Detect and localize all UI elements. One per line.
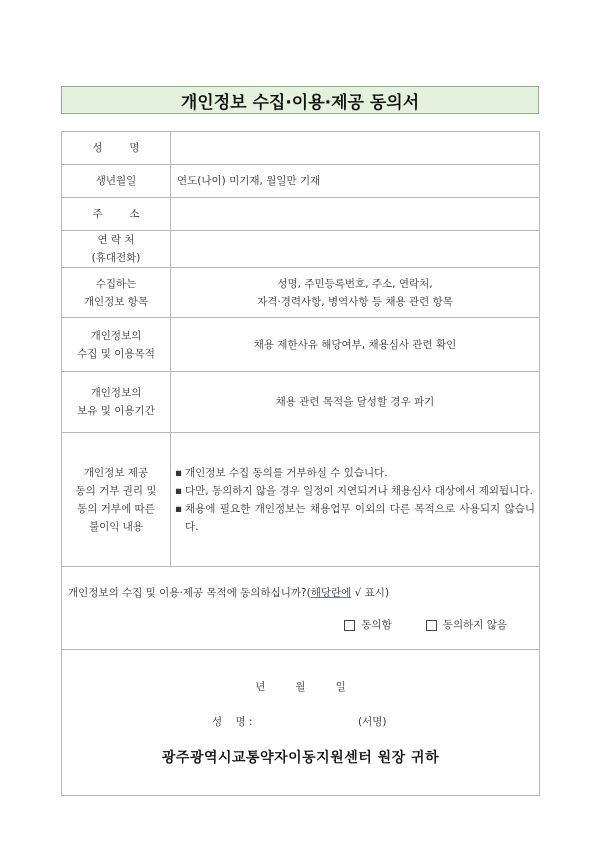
label-refusal-line3: 동의 거부에 따른 [77, 502, 155, 515]
disagree-label: 동의하지 않음 [442, 619, 507, 631]
label-name: 성 명 [62, 132, 171, 165]
label-refusal-line2: 동의 거부 권리 및 [75, 484, 157, 497]
label-collected-items [62, 268, 171, 318]
refusal-bullet-list [171, 464, 539, 536]
bullet-text: 개인정보 수집 동의를 거부하실 수 있습니다. [185, 466, 388, 479]
agree-option[interactable] [344, 616, 391, 634]
list-item [175, 482, 535, 500]
label-retention-line2: 보유 및 이용기간 [77, 405, 155, 417]
value-collected-items [171, 268, 540, 318]
label-refusal-line4: 불이익 내용 [88, 520, 144, 533]
row-phone [62, 231, 540, 268]
agree-label: 동의함 [361, 619, 392, 631]
bullet-mark: ▪ [175, 466, 183, 479]
row-refusal-rights [62, 433, 540, 567]
consent-question [68, 584, 389, 602]
label-purpose-line1: 개인정보의 [90, 329, 142, 342]
list-item [175, 500, 535, 536]
label-retention [62, 372, 171, 433]
hint-open: ( [306, 587, 311, 599]
row-consent [62, 567, 540, 650]
hint-close: ) [384, 587, 390, 599]
consent-options [344, 616, 507, 634]
label-purpose-line2: 수집 및 이용목적 [77, 347, 155, 360]
bullet-mark: ▪ [175, 484, 183, 497]
document-title: 개인정보 수집·이용·제공 동의서 [61, 86, 539, 114]
row-name [62, 132, 540, 165]
year-label: 년 [255, 681, 266, 693]
row-birthdate [62, 165, 540, 198]
signature-cell [62, 650, 540, 796]
label-refusal-line1: 개인정보 제공 [83, 466, 149, 479]
hint-text: 해당란에 [310, 587, 352, 599]
label-phone-line2: (휴대전화) [91, 252, 141, 264]
bullet-text: 채용에 필요한 개인정보는 채용업무 이외의 다른 목적으로 사용되지 않습니다. [185, 502, 535, 533]
signature-mark[interactable]: (서명) [358, 716, 387, 728]
value-purpose: 채용 제한사유 해당여부, 채용심사 관련 확인 [171, 318, 540, 372]
hint-check: √ 표시 [351, 587, 385, 599]
day-label: 일 [335, 681, 346, 693]
disagree-checkbox[interactable] [426, 620, 437, 631]
consent-question-text: 개인정보의 수집 및 이용·제공 목적에 동의하십니까? [68, 587, 307, 599]
bullet-text: 다만, 동의하지 않을 경우 일정이 지연되거나 채용심사 대상에서 제외됩니다. [185, 484, 533, 497]
consent-cell [62, 567, 540, 650]
label-birthdate: 생년월일 [62, 165, 171, 198]
label-phone-line1: 연 락 처 [97, 234, 135, 246]
addressee: 광주광역시교통약자이동지원센터 원장 귀하 [161, 750, 440, 766]
row-collected-items [62, 268, 540, 318]
disagree-option[interactable] [426, 616, 507, 634]
signer-name-label: 성 명 : [212, 716, 253, 728]
consent-form-table [61, 131, 540, 796]
value-refusal-rights [171, 433, 540, 567]
month-label: 월 [295, 681, 306, 693]
row-purpose [62, 318, 540, 372]
value-address[interactable] [171, 198, 540, 231]
label-address: 주 소 [62, 198, 171, 231]
bullet-mark: ▪ [175, 502, 183, 515]
value-birthdate[interactable]: 연도(나이) 미기재, 월일만 기재 [171, 165, 540, 198]
value-name[interactable] [171, 132, 540, 165]
list-item [175, 464, 535, 482]
label-phone [62, 231, 171, 268]
label-purpose [62, 318, 171, 372]
label-refusal-rights [62, 433, 171, 567]
label-collected-items-line2: 개인정보 항목 [83, 295, 149, 308]
agree-checkbox[interactable] [344, 620, 355, 631]
value-collected-items-line1: 성명, 주민등록번호, 주소, 연락처, [277, 277, 433, 290]
row-retention [62, 372, 540, 433]
row-signature [62, 650, 540, 796]
label-collected-items-line1: 수집하는 [95, 277, 137, 290]
label-retention-line1: 개인정보의 [90, 387, 142, 399]
row-address [62, 198, 540, 231]
value-collected-items-line2: 자격·경력사항, 병역사항 등 채용 관련 항목 [257, 295, 453, 308]
date-line[interactable] [62, 678, 539, 696]
value-phone[interactable] [171, 231, 540, 268]
value-retention: 채용 관련 목적을 달성할 경우 파기 [171, 372, 540, 433]
